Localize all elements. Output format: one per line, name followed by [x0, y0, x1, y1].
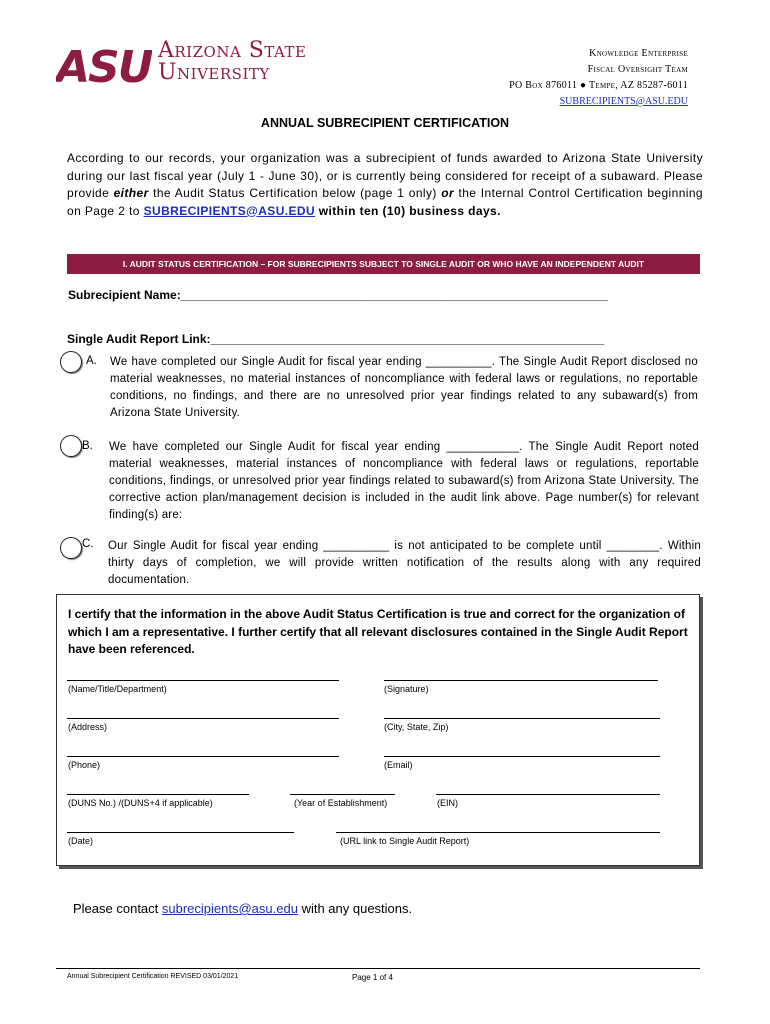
url-label: (URL link to Single Audit Report)	[340, 836, 470, 846]
phone-line[interactable]	[67, 756, 339, 757]
asu-logo-letters: ASU	[56, 42, 152, 88]
name-label: (Name/Title/Department)	[68, 684, 167, 694]
contact-line	[73, 901, 412, 916]
intro-email-link[interactable]: SUBRECIPIENTS@ASU.EDU	[143, 203, 316, 218]
duns-line[interactable]	[67, 794, 249, 795]
date-line[interactable]	[67, 832, 294, 833]
name-line[interactable]	[67, 680, 339, 681]
intro-part1: According to our records, your organization was a subrecipient of funds awarded to Arizona State University during our last fiscal year (July 1 - June 30), or is currently being considered for receipt of a subaward. Please provide	[67, 151, 703, 200]
section-heading-audit-status: I. AUDIT STATUS CERTIFICATION – FOR SUBRECIPIENTS SUBJECT TO SINGLE AUDIT OR WHO HAVE AN INDEPENDENT AUDIT	[67, 254, 700, 274]
mailing-address: PO Box 876011 ● Tempe, AZ 85287-6011	[509, 80, 688, 91]
intro-either: either	[113, 186, 149, 200]
certification-statement: I certify that the information in the above Audit Status Certification is true and correct for the organization of which I am a representative. I further certify that all relevant disclosures contained in the Single Audit Report have been referenced.	[68, 607, 688, 656]
contact-email-link[interactable]: subrecipients@asu.edu	[161, 901, 298, 916]
duns-label: (DUNS No.) /(DUNS+4 if applicable)	[68, 798, 213, 808]
subrecipient-name-field[interactable]: Subrecipient Name:________________________________________________________________	[68, 288, 608, 302]
footer-divider	[56, 968, 700, 969]
option-a-radio[interactable]	[60, 351, 82, 373]
signature-line[interactable]	[384, 680, 658, 681]
option-b-radio[interactable]	[60, 435, 82, 457]
contact-after: with any questions.	[297, 901, 413, 916]
intro-part4: within ten (10) business days.	[315, 203, 501, 218]
address-label: (Address)	[68, 722, 108, 732]
footer-page-number: Page 1 of 4	[352, 973, 393, 982]
option-c-letter: C.	[82, 538, 94, 550]
option-b-letter: B.	[82, 440, 93, 452]
university-name	[158, 40, 307, 84]
date-label: (Date)	[68, 836, 94, 846]
phone-label: (Phone)	[68, 760, 101, 770]
address-line[interactable]	[67, 718, 339, 719]
email-label: (Email)	[384, 760, 413, 770]
year-line[interactable]	[290, 794, 395, 795]
ein-line[interactable]	[436, 794, 660, 795]
signature-label: (Signature)	[384, 684, 429, 694]
asu-logo	[56, 40, 152, 88]
option-b-text: We have completed our Single Audit for fiscal year ending ___________. The Single Audit Report noted material weaknesses, material instances of noncompliance with federal laws or regulations, reportable conditions, findings, or unresolved prior year findings related to subaward(s) from Arizona State University. The corrective action plan/management decision is included in the audit link above. Page number(s) for relevant finding(s) are:	[109, 441, 699, 521]
header-email-link[interactable]: SUBRECIPIENTS@ASU.EDU	[559, 96, 688, 107]
intro-or: or	[441, 186, 455, 200]
email-line[interactable]	[384, 756, 660, 757]
audit-report-link-field[interactable]: Single Audit Report Link:___________________________________________________________	[67, 332, 605, 346]
footer-form-name: Annual Subrecipient Certification REVISED 03/01/2021	[67, 973, 239, 980]
logo-line1: Arizona State	[158, 38, 307, 63]
intro-part2: the Audit Status Certification below (page 1 only)	[148, 186, 442, 200]
dept-name: Knowledge Enterprise	[589, 48, 688, 59]
logo-line2: University	[158, 60, 270, 85]
option-c-text: Our Single Audit for fiscal year ending __________ is not anticipated to be complete until ________. Within thirty days of completion, we will provide written notification of the results along with any required documentation.	[108, 540, 701, 586]
team-name: Fiscal Oversight Team	[587, 64, 688, 75]
option-c-radio[interactable]	[60, 537, 82, 559]
url-line[interactable]	[336, 832, 660, 833]
city-label: (City, State, Zip)	[384, 722, 449, 732]
city-line[interactable]	[384, 718, 660, 719]
option-a-text: We have completed our Single Audit for fiscal year ending __________. The Single Audit Report disclosed no material weaknesses, no material instances of noncompliance with federal laws or regulations, no reportable conditions, no findings, and there are no unresolved prior year findings related to any subaward(s) from Arizona State University.	[110, 356, 698, 419]
year-label: (Year of Establishment)	[294, 798, 388, 808]
option-a-letter: A.	[86, 355, 97, 367]
page-title: ANNUAL SUBRECIPIENT CERTIFICATION	[260, 116, 510, 130]
intro-paragraph	[67, 150, 703, 220]
contact-before: Please contact	[73, 901, 162, 916]
intro-part3: the Internal Control Certification beginning on Page 2 to	[67, 186, 703, 218]
header-address-block	[509, 46, 688, 110]
ein-label: (EIN)	[437, 798, 458, 808]
